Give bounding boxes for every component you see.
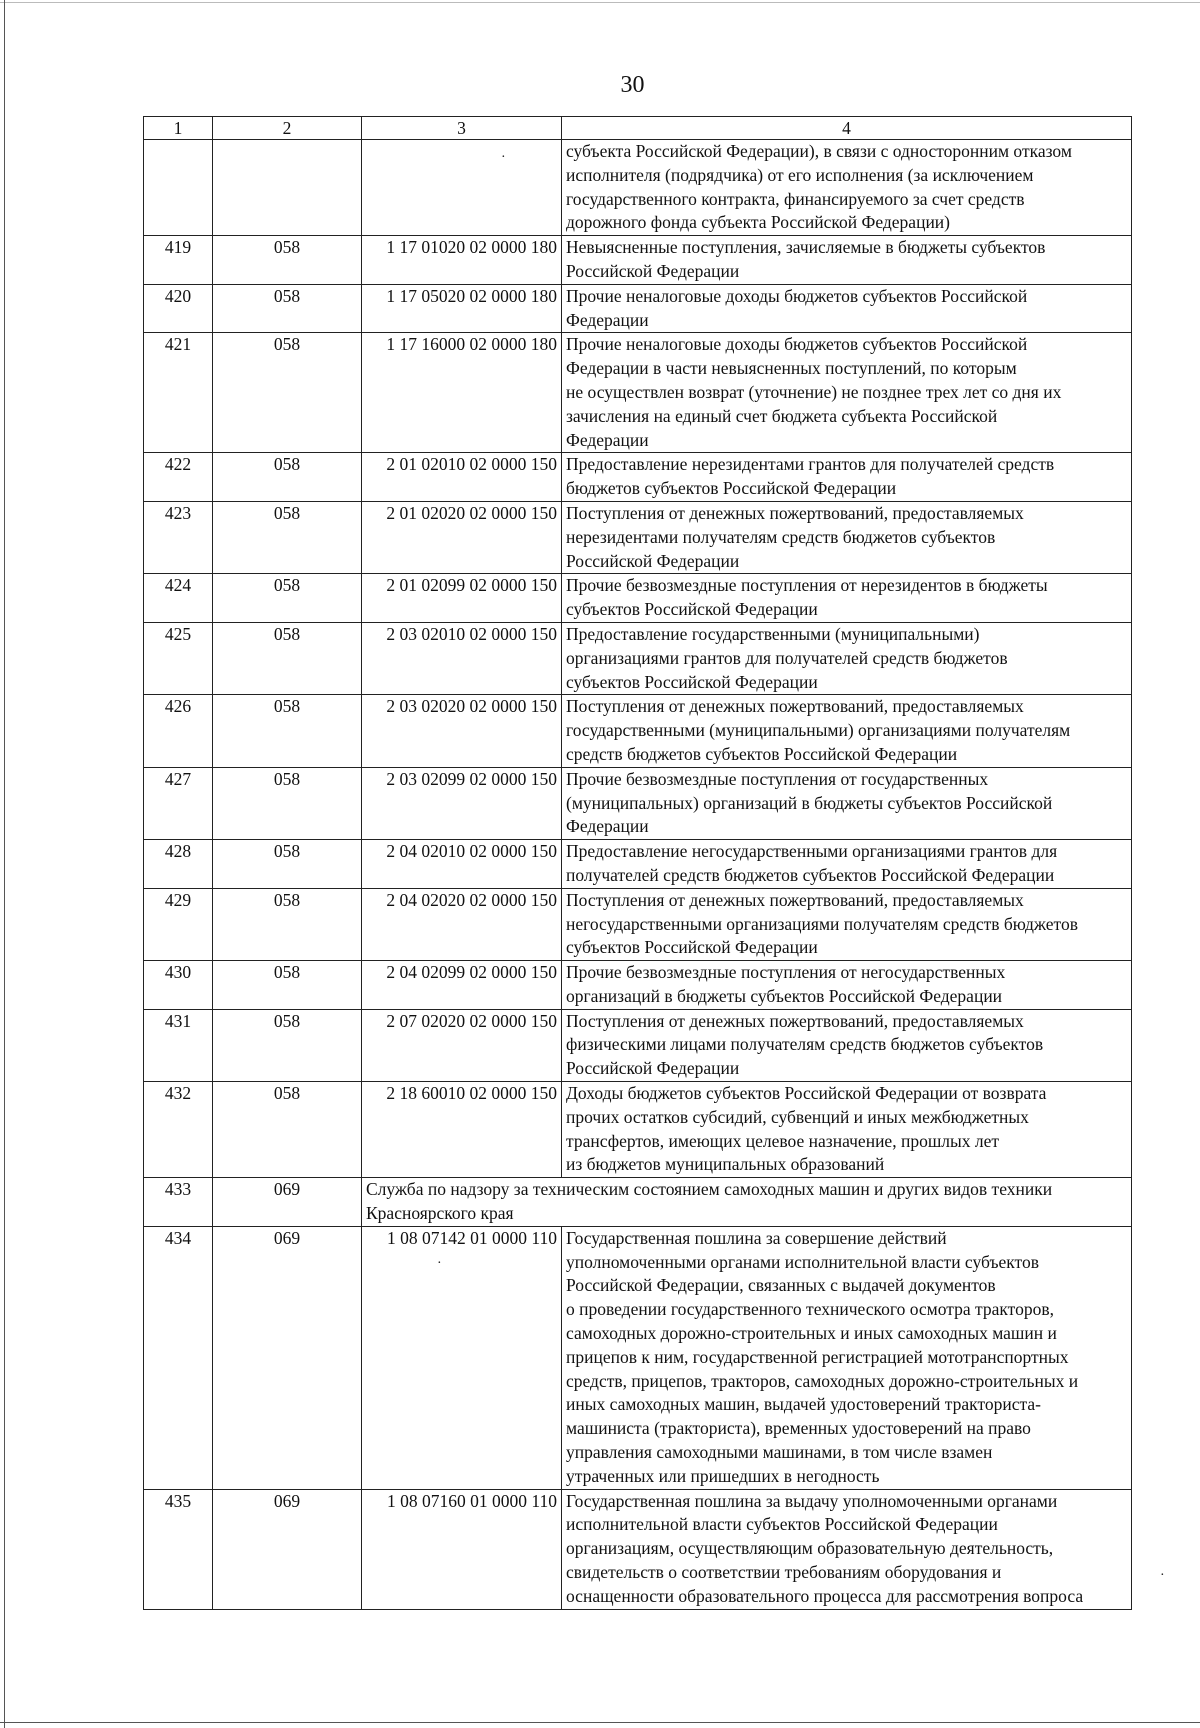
admin-code-cell: 058 [213,961,362,1010]
row-number-cell: 428 [144,840,213,889]
admin-code-cell: 058 [213,622,362,694]
description-cell [562,1489,1132,1609]
description-line: субъектов Российской Федерации [566,937,818,958]
description-line: Федерации в части невыясненных поступлений, по которым [566,358,1017,379]
row-number-cell: 429 [144,888,213,960]
description-line: организаций в бюджеты субъектов Российской Федерации [566,985,1003,1006]
admin-code-cell: 058 [213,333,362,453]
table-row [144,961,1132,1010]
header-col-3: 3 [362,117,562,140]
table-row [144,1489,1132,1609]
row-number-cell: 435 [144,1489,213,1609]
revenue-code-cell: 2 04 02099 02 0000 150 [362,961,562,1010]
description-line: Федерации [566,816,649,837]
table-row [144,236,1132,285]
row-number-cell: 430 [144,961,213,1010]
table-row [144,501,1132,573]
scan-edge-left [4,0,5,1728]
description-cell [562,140,1132,236]
admin-code-cell: 058 [213,888,362,960]
description-line: нерезидентами получателям средств бюджетов субъектов [566,526,996,547]
revenue-codes-table [143,116,1132,1610]
header-col-2: 2 [213,117,362,140]
admin-code-cell: 058 [213,453,362,502]
revenue-code-cell: 1 08 07142 01 0000 110 [362,1226,562,1489]
description-line: Красноярского края [366,1203,514,1224]
description-line: Государственная пошлина за совершение действий [566,1227,947,1248]
row-number-cell: 427 [144,767,213,839]
admin-code-cell: 058 [213,1082,362,1178]
admin-code-cell: 058 [213,695,362,767]
description-line: оснащенности образовательного процесса для рассмотрения вопроса [566,1585,1084,1606]
row-number-cell: 420 [144,284,213,333]
description-line: иных самоходных машин, выдачей удостоверений тракториста- [566,1394,1041,1415]
description-line: дорожного фонда субъекта Российской Федерации) [566,212,951,233]
description-cell [562,840,1132,889]
description-cell [562,1226,1132,1489]
description-line: Поступления от денежных пожертвований, предоставляемых [566,502,1024,523]
description-cell [562,236,1132,285]
row-number-cell: 426 [144,695,213,767]
description-line: Российской Федерации, связанных с выдачей документов [566,1275,996,1296]
description-cell [562,888,1132,960]
admin-code-cell: 058 [213,1009,362,1081]
revenue-code-cell: 2 18 60010 02 0000 150 [362,1082,562,1178]
description-line: получателей средств бюджетов субъектов Российской Федерации [566,864,1055,885]
description-line: Федерации [566,429,649,450]
description-line: субъектов Российской Федерации [566,671,818,692]
row-number-cell: 421 [144,333,213,453]
description-cell [562,622,1132,694]
revenue-code-cell: 1 17 16000 02 0000 180 [362,333,562,453]
description-line: трансфертов, имеющих целевое назначение, прошлых лет [566,1130,1000,1151]
section-title-cell [362,1178,1132,1227]
table-row [144,1009,1132,1081]
description-line: бюджетов субъектов Российской Федерации [566,478,897,499]
revenue-code-cell: 1 17 05020 02 0000 180 [362,284,562,333]
revenue-code-cell: 2 03 02020 02 0000 150 [362,695,562,767]
row-number-cell: 431 [144,1009,213,1081]
description-line: утраченных или пришедших в негодность [566,1465,880,1486]
description-line: субъектов Российской Федерации [566,599,818,620]
table-row [144,1082,1132,1178]
admin-code-cell: 069 [213,1489,362,1609]
table-row [144,888,1132,960]
admin-code-cell: 058 [213,236,362,285]
description-line: средств, прицепов, тракторов, самоходных дорожно-строительных и [566,1370,1079,1391]
table-row [144,840,1132,889]
description-cell [562,284,1132,333]
description-line: государственными (муниципальными) организациями получателям [566,720,1071,741]
description-line: Предоставление негосударственными организациями грантов для [566,841,1058,862]
admin-code-cell [213,140,362,236]
description-line: прочих остатков субсидий, субвенций и иных межбюджетных [566,1106,1029,1127]
description-line: машиниста (тракториста), временных удостоверений на право [566,1418,1031,1439]
scan-speck: · [501,150,506,165]
description-line: физическими лицами получателям средств бюджетов субъектов [566,1034,1044,1055]
description-line: зачисления на единый счет бюджета субъекта Российской [566,405,998,426]
description-line: исполнительной власти субъектов Российской Федерации [566,1514,998,1535]
description-line: Поступления от денежных пожертвований, предоставляемых [566,696,1024,717]
admin-code-cell: 069 [213,1178,362,1227]
description-line: Поступления от денежных пожертвований, предоставляемых [566,889,1024,910]
description-line: свидетельств о соответствии требованиям оборудования и [566,1562,1002,1583]
description-line: Российской Федерации [566,1058,740,1079]
description-line: Предоставление нерезидентами грантов для получателей средств [566,454,1055,475]
description-line: субъекта Российской Федерации), в связи с односторонним отказом [566,141,1072,161]
row-number-cell: 419 [144,236,213,285]
revenue-code-cell: 2 01 02099 02 0000 150 [362,574,562,623]
description-line: (муниципальных) организаций в бюджеты субъектов Российской [566,792,1053,813]
description-line: Прочие неналоговые доходы бюджетов субъектов Российской [566,334,1028,355]
admin-code-cell: 058 [213,574,362,623]
description-line: Предоставление государственными (муниципальными) [566,623,980,644]
description-line: Прочие неналоговые доходы бюджетов субъектов Российской [566,285,1028,306]
description-line: о проведении государственного технического осмотра тракторов, [566,1299,1054,1320]
scan-edge-top [0,2,1200,3]
description-cell [562,501,1132,573]
description-line: Государственная пошлина за выдачу уполномоченными органами [566,1490,1058,1511]
description-line: из бюджетов муниципальных образований [566,1154,885,1175]
description-cell [562,695,1132,767]
admin-code-cell: 069 [213,1226,362,1489]
row-number-cell [144,140,213,236]
description-line: организациям, осуществляющим образовательную деятельность, [566,1538,1054,1559]
table-row [144,574,1132,623]
description-line: самоходных дорожно-строительных и иных самоходных машин и [566,1323,1057,1344]
description-line: уполномоченными органами исполнительной власти субъектов [566,1251,1039,1272]
scan-speck: · [437,1256,442,1271]
row-number-cell: 433 [144,1178,213,1227]
admin-code-cell: 058 [213,840,362,889]
table-row [144,140,1132,236]
section-row [144,1178,1132,1227]
row-number-cell: 424 [144,574,213,623]
description-cell [562,333,1132,453]
description-line: Федерации [566,309,649,330]
header-row [144,117,1132,140]
table-row [144,333,1132,453]
header-col-4: 4 [562,117,1132,140]
description-line: организациями грантов для получателей средств бюджетов [566,647,1008,668]
description-line: управления самоходными машинами, в том числе взамен [566,1442,993,1463]
table-row [144,767,1132,839]
description-cell [562,1009,1132,1081]
header-col-1: 1 [144,117,213,140]
revenue-code-cell [362,140,562,236]
table-row [144,1226,1132,1489]
table-row [144,695,1132,767]
description-line: государственного контракта, финансируемого за счет средств [566,188,1025,209]
admin-code-cell: 058 [213,501,362,573]
table-body [144,140,1132,1610]
description-line: негосударственными организациями получателям средств бюджетов [566,913,1078,934]
description-line: Российской Федерации [566,550,740,571]
description-cell [562,767,1132,839]
description-line: Доходы бюджетов субъектов Российской Федерации от возврата [566,1083,1047,1104]
description-line: средств бюджетов субъектов Российской Федерации [566,743,958,764]
row-number-cell: 432 [144,1082,213,1178]
description-line: Служба по надзору за техническим состоянием самоходных машин и других видов техники [366,1179,1053,1200]
description-cell [562,574,1132,623]
revenue-code-cell: 2 04 02010 02 0000 150 [362,840,562,889]
description-line: Прочие безвозмездные поступления от государственных [566,768,989,789]
revenue-code-cell: 2 01 02020 02 0000 150 [362,501,562,573]
table-row [144,622,1132,694]
scan-speck: · [1160,1568,1165,1583]
scan-edge-bottom [0,1722,1200,1723]
revenue-code-cell: 2 04 02020 02 0000 150 [362,888,562,960]
row-number-cell: 434 [144,1226,213,1489]
description-line: Невыясненные поступления, зачисляемые в бюджеты субъектов [566,237,1046,258]
revenue-code-cell: 2 03 02099 02 0000 150 [362,767,562,839]
description-line: исполнителя (подрядчика) от его исполнения (за исключением [566,164,1034,185]
description-line: Поступления от денежных пожертвований, предоставляемых [566,1010,1024,1031]
revenue-code-cell: 2 03 02010 02 0000 150 [362,622,562,694]
description-cell [562,1082,1132,1178]
description-cell [562,453,1132,502]
row-number-cell: 423 [144,501,213,573]
admin-code-cell: 058 [213,284,362,333]
description-cell [562,961,1132,1010]
admin-code-cell: 058 [213,767,362,839]
revenue-code-cell: 1 17 01020 02 0000 180 [362,236,562,285]
revenue-code-cell: 2 07 02020 02 0000 150 [362,1009,562,1081]
description-line: Прочие безвозмездные поступления от нерезидентов в бюджеты [566,575,1048,596]
description-line: прицепов к ним, государственной регистрацией мототранспортных [566,1346,1069,1367]
row-number-cell: 422 [144,453,213,502]
revenue-code-cell: 2 01 02010 02 0000 150 [362,453,562,502]
description-line: Прочие безвозмездные поступления от негосударственных [566,962,1006,983]
page-number: 30 [620,72,645,98]
description-line: Российской Федерации [566,260,740,281]
table-row [144,284,1132,333]
description-line: не осуществлен возврат (уточнение) не позднее трех лет со дня их [566,381,1062,402]
table-row [144,453,1132,502]
row-number-cell: 425 [144,622,213,694]
revenue-code-cell: 1 08 07160 01 0000 110 [362,1489,562,1609]
